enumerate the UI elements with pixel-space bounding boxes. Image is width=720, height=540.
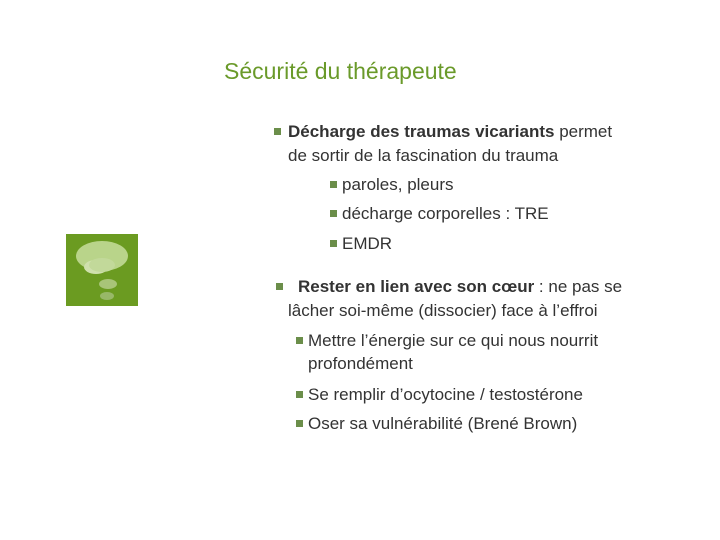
bullet-marker-icon xyxy=(330,181,337,188)
bullet-marker-icon xyxy=(296,420,303,427)
slide: Sécurité du thérapeute Décharge des traumas vicariants permet de sortir de la fascination du trauma paroles, pleurs décharge corporelles : TRE EMDR Rester en lien avec son cœur : ne pas se lâcher soi-même (dissocier) face à l’effroi Mettre l’énergie sur ce qui nous nourrit profondément Se remplir d’ocytocine / testostérone Oser sa vulnérabilité (Brené Brown) xyxy=(0,0,720,540)
bullet-marker-icon xyxy=(330,210,337,217)
bullet-decharge-rest: permet xyxy=(554,122,613,141)
bullet-decharge-bold: Décharge des traumas vicariants xyxy=(288,122,555,141)
bullet-marker-icon xyxy=(330,240,337,247)
bullet-marker-icon xyxy=(296,391,303,398)
bullet-decharge-line2: de sortir de la fascination du trauma xyxy=(288,146,559,165)
bullet-rester-line2: lâcher soi-même (dissocier) face à l’effroi xyxy=(288,301,598,320)
sub-bullet-energie-line2: profondément xyxy=(308,354,413,373)
slide-title: Sécurité du thérapeute xyxy=(224,58,457,84)
bullet-marker-icon xyxy=(296,337,303,344)
bullet-marker-icon xyxy=(276,283,283,290)
bullet-rester-rest: : ne pas se xyxy=(534,277,623,296)
bullet-marker-icon xyxy=(274,128,281,135)
bullet-rester-bold: Rester en lien avec son cœur xyxy=(298,277,535,296)
speech-bubble-logo-icon xyxy=(66,234,138,306)
